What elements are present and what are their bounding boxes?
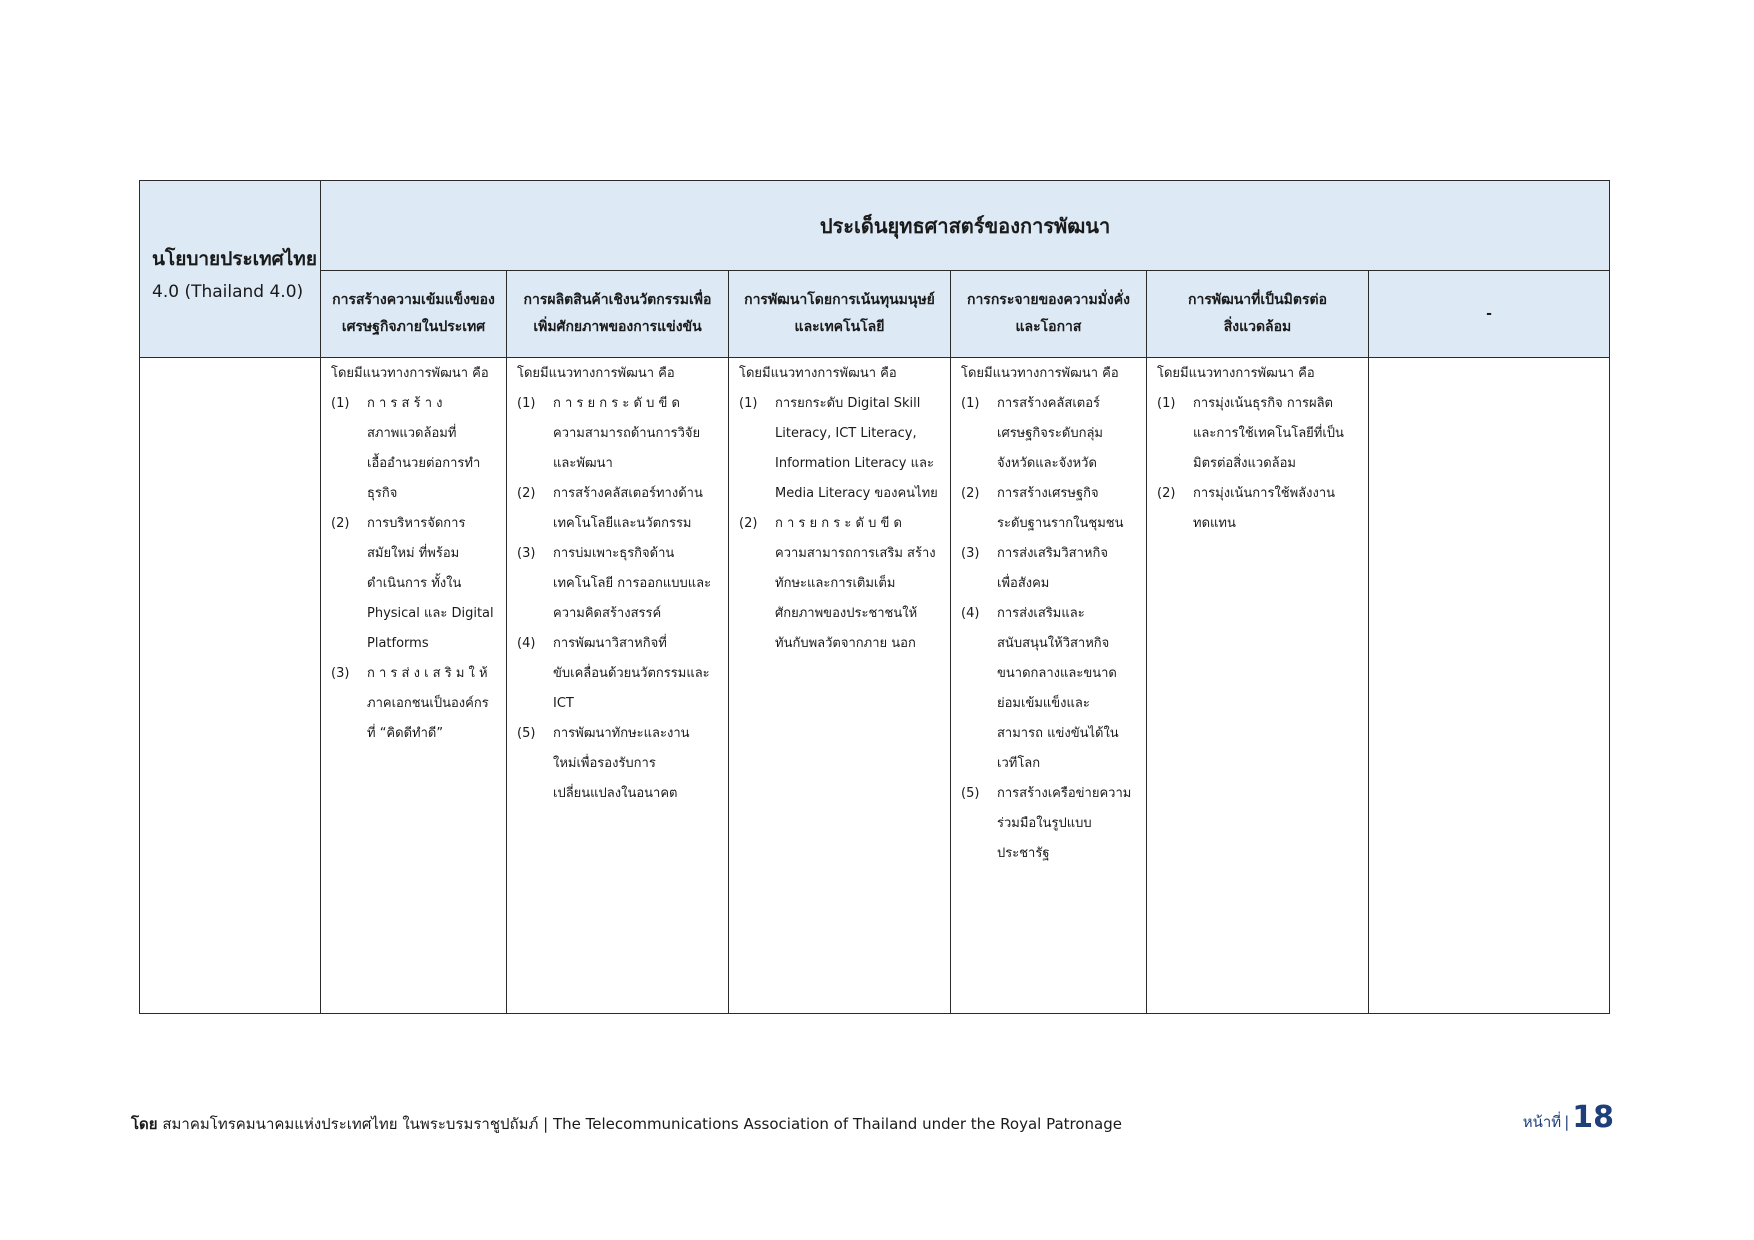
item-number: (4): [961, 606, 980, 621]
item-text: [553, 479, 722, 539]
cell-intro: โดยมีแนวทางการพัฒนา คือ: [517, 366, 675, 381]
column-header-line: การผลิตสินค้าเชิงนวัตกรรมเพื่อ: [523, 292, 712, 308]
item-text-line: ระดับฐานรากในชุมชน: [997, 516, 1124, 531]
cell-intro: โดยมีแนวทางการพัฒนา คือ: [961, 366, 1119, 381]
item-number: (2): [517, 486, 536, 501]
column-header-line: เศรษฐกิจภายในประเทศ: [341, 319, 486, 335]
item-text-line: เทคโนโลยี การออกแบบและ: [553, 576, 712, 591]
item-text: [367, 389, 500, 509]
list-item: [331, 509, 500, 659]
strategy-table: [139, 180, 1610, 1014]
list-item: [517, 479, 722, 539]
item-text-line: มิตรต่อสิ่งแวดล้อม: [1193, 456, 1296, 471]
item-text-line: การบริหารจัดการ: [367, 516, 466, 531]
list-item: [961, 479, 1140, 539]
list-item: [1157, 389, 1362, 479]
item-number: (2): [739, 516, 758, 531]
item-text-line: ธุรกิจ: [367, 486, 398, 501]
item-text-line: เปลี่ยนแปลงในอนาคต: [553, 786, 678, 801]
item-text-line: ก า ร ย ก ร ะ ดั บ ขี ด: [553, 396, 680, 411]
item-text-line: ความคิดสร้างสรรค์: [553, 606, 662, 621]
list-item: [739, 389, 944, 509]
item-text-line: สนับสนุนให้วิสาหกิจ: [997, 636, 1110, 651]
item-text: [367, 659, 500, 749]
item-number: (1): [1157, 396, 1176, 411]
item-text-line: ก า ร ส ร้ า ง: [367, 396, 443, 411]
policy-header-cell: [140, 181, 321, 358]
item-number: (3): [517, 546, 536, 561]
item-text-line: การสร้างคลัสเตอร์ทางด้าน: [553, 486, 703, 501]
list-item: [961, 779, 1140, 869]
footer-by: โดย: [131, 1115, 158, 1133]
list-item: [331, 659, 500, 749]
list-item: [739, 509, 944, 659]
cell-intro: โดยมีแนวทางการพัฒนา คือ: [1157, 366, 1315, 381]
strategy-cell: [507, 358, 729, 1014]
column-header: [1147, 271, 1369, 358]
column-header: [951, 271, 1147, 358]
item-text: [553, 719, 722, 809]
item-text-line: การมุ่งเน้นการใช้พลังงาน: [1193, 486, 1336, 501]
strategic-header: ประเด็นยุทธศาสตร์ของการพัฒนา: [321, 181, 1610, 271]
item-text: [1193, 479, 1362, 539]
list-item: [517, 719, 722, 809]
cell-intro: โดยมีแนวทางการพัฒนา คือ: [331, 366, 489, 381]
column-header-line: เพิ่มศักยภาพของการแข่งขัน: [533, 319, 702, 335]
list-item: [331, 389, 500, 509]
item-text: [997, 779, 1140, 869]
item-text-line: สมัยใหม่ ที่พร้อม: [367, 546, 460, 561]
strategy-cell: [951, 358, 1147, 1014]
item-text-line: ทดแทน: [1193, 516, 1236, 531]
column-header-line: การสร้างความเข้มแข็งของ: [332, 292, 495, 308]
item-text-line: ก า ร ย ก ร ะ ดั บ ขี ด: [775, 516, 902, 531]
item-text-line: ทักษะและการเติมเต็ม: [775, 576, 896, 591]
strategy-cell: [321, 358, 507, 1014]
page-number: 18: [1572, 1100, 1614, 1135]
item-text-line: เศรษฐกิจระดับกลุ่ม: [997, 426, 1103, 441]
item-text-line: ICT: [553, 696, 574, 711]
column-header: [321, 271, 507, 358]
item-number: (3): [961, 546, 980, 561]
list-item: [961, 389, 1140, 479]
item-text-line: การสร้างเศรษฐกิจ: [997, 486, 1099, 501]
strategy-cell: [1147, 358, 1369, 1014]
item-number: (1): [961, 396, 980, 411]
item-number: (5): [961, 786, 980, 801]
item-text: [997, 389, 1140, 479]
item-text-line: ขนาดกลางและขนาด: [997, 666, 1117, 681]
item-number: (2): [1157, 486, 1176, 501]
item-text-line: จังหวัดและจังหวัด: [997, 456, 1097, 471]
item-number: (1): [331, 396, 350, 411]
item-text: [367, 509, 500, 659]
strategy-cell: [729, 358, 951, 1014]
item-number: (3): [331, 666, 350, 681]
item-text-line: ความสามารถการเสริม สร้าง: [775, 546, 936, 561]
item-text-line: Literacy, ICT Literacy,: [775, 426, 917, 441]
item-text-line: ความสามารถด้านการวิจัย: [553, 426, 701, 441]
column-header: [1369, 271, 1610, 358]
column-header-line: การพัฒนาโดยการเน้นทุนมนุษย์: [744, 292, 935, 308]
policy-header-subtitle: 4.0 (Thailand 4.0): [152, 282, 304, 302]
item-number: (2): [331, 516, 350, 531]
item-text-line: การส่งเสริมวิสาหกิจ: [997, 546, 1108, 561]
item-text-line: ที่ “คิดดีทำดี”: [367, 726, 444, 741]
item-text-line: ภาคเอกชนเป็นองค์กร: [367, 696, 489, 711]
footer: [131, 1112, 1122, 1136]
item-text-line: สภาพแวดล้อมที่: [367, 426, 457, 441]
item-text-line: Information Literacy และ: [775, 456, 934, 471]
item-text: [997, 479, 1140, 539]
item-text: [1193, 389, 1362, 479]
item-text-line: การสร้างคลัสเตอร์: [997, 396, 1100, 411]
item-number: (1): [517, 396, 536, 411]
column-header: [729, 271, 951, 358]
column-header-line: การพัฒนาที่เป็นมิตรต่อ: [1188, 292, 1327, 308]
item-text: [553, 539, 722, 629]
item-text-line: เพื่อสังคม: [997, 576, 1050, 591]
item-text: [997, 599, 1140, 779]
item-number: (1): [739, 396, 758, 411]
item-text-line: และการใช้เทคโนโลยีที่เป็น: [1193, 426, 1344, 441]
page-number-block: [1523, 1100, 1614, 1135]
item-text-line: ดำเนินการ ทั้งใน: [367, 576, 462, 591]
cell-intro: โดยมีแนวทางการพัฒนา คือ: [739, 366, 897, 381]
item-number: (5): [517, 726, 536, 741]
item-text-line: ศักยภาพของประชาชนให้: [775, 606, 918, 621]
list-item: [1157, 479, 1362, 539]
list-item: [517, 389, 722, 479]
item-text-line: ทันกับพลวัตจากภาย นอก: [775, 636, 916, 651]
list-item: [961, 599, 1140, 779]
item-text-line: การมุ่งเน้นธุรกิจ การผลิต: [1193, 396, 1334, 411]
column-header-line: และเทคโนโลยี: [794, 319, 885, 335]
item-text-line: ใหม่เพื่อรองรับการ: [553, 756, 656, 771]
item-text-line: Platforms: [367, 636, 429, 651]
item-text-line: ขับเคลื่อนด้วยนวัตกรรมและ: [553, 666, 710, 681]
footer-text: สมาคมโทรคมนาคมแห่งประเทศไทย ในพระบรมราชูปถัมภ์ | The Telecommunications Association of Thailand under the Royal Patronage: [162, 1115, 1122, 1133]
policy-header-title: นโยบายประเทศไทย: [152, 248, 317, 270]
item-number: (4): [517, 636, 536, 651]
item-text-line: การบ่มเพาะธุรกิจด้าน: [553, 546, 675, 561]
item-text-line: เวทีโลก: [997, 756, 1041, 771]
list-item: [517, 539, 722, 629]
item-text: [553, 389, 722, 479]
item-text: [775, 509, 944, 659]
item-text: [775, 389, 944, 509]
item-text-line: Physical และ Digital: [367, 606, 494, 621]
item-text-line: เอื้ออำนวยต่อการทำ: [367, 456, 481, 471]
item-text-line: สามารถ แข่งขันได้ใน: [997, 726, 1119, 741]
item-text-line: ร่วมมือในรูปแบบ: [997, 816, 1092, 831]
list-item: [517, 629, 722, 719]
item-text: [997, 539, 1140, 599]
column-header-line: -: [1486, 305, 1492, 322]
item-text-line: การสร้างเครือข่ายความ: [997, 786, 1132, 801]
item-text-line: การพัฒนาวิสาหกิจที่: [553, 636, 667, 651]
policy-body-cell: [140, 358, 321, 1014]
column-header-line: สิ่งแวดล้อม: [1223, 319, 1292, 335]
strategy-cell: [1369, 358, 1610, 1014]
item-text-line: ประชารัฐ: [997, 846, 1050, 861]
item-text-line: เทคโนโลยีและนวัตกรรม: [553, 516, 692, 531]
item-text-line: Media Literacy ของคนไทย: [775, 486, 938, 501]
item-text-line: ย่อมเข้มแข็งและ: [997, 696, 1090, 711]
item-text: [553, 629, 722, 719]
item-text-line: การพัฒนาทักษะและงาน: [553, 726, 690, 741]
item-text-line: ก า ร ส่ ง เ ส ริ ม ใ ห้: [367, 666, 488, 681]
page-separator: |: [1564, 1113, 1570, 1131]
page-label: หน้าที่: [1522, 1113, 1562, 1131]
item-text-line: และพัฒนา: [553, 456, 613, 471]
column-header: [507, 271, 729, 358]
list-item: [961, 539, 1140, 599]
column-header-line: การกระจายของความมั่งคั่ง: [966, 292, 1131, 308]
item-text-line: การยกระดับ Digital Skill: [775, 396, 921, 411]
column-header-line: และโอกาส: [1015, 319, 1082, 335]
item-text-line: การส่งเสริมและ: [997, 606, 1085, 621]
item-number: (2): [961, 486, 980, 501]
